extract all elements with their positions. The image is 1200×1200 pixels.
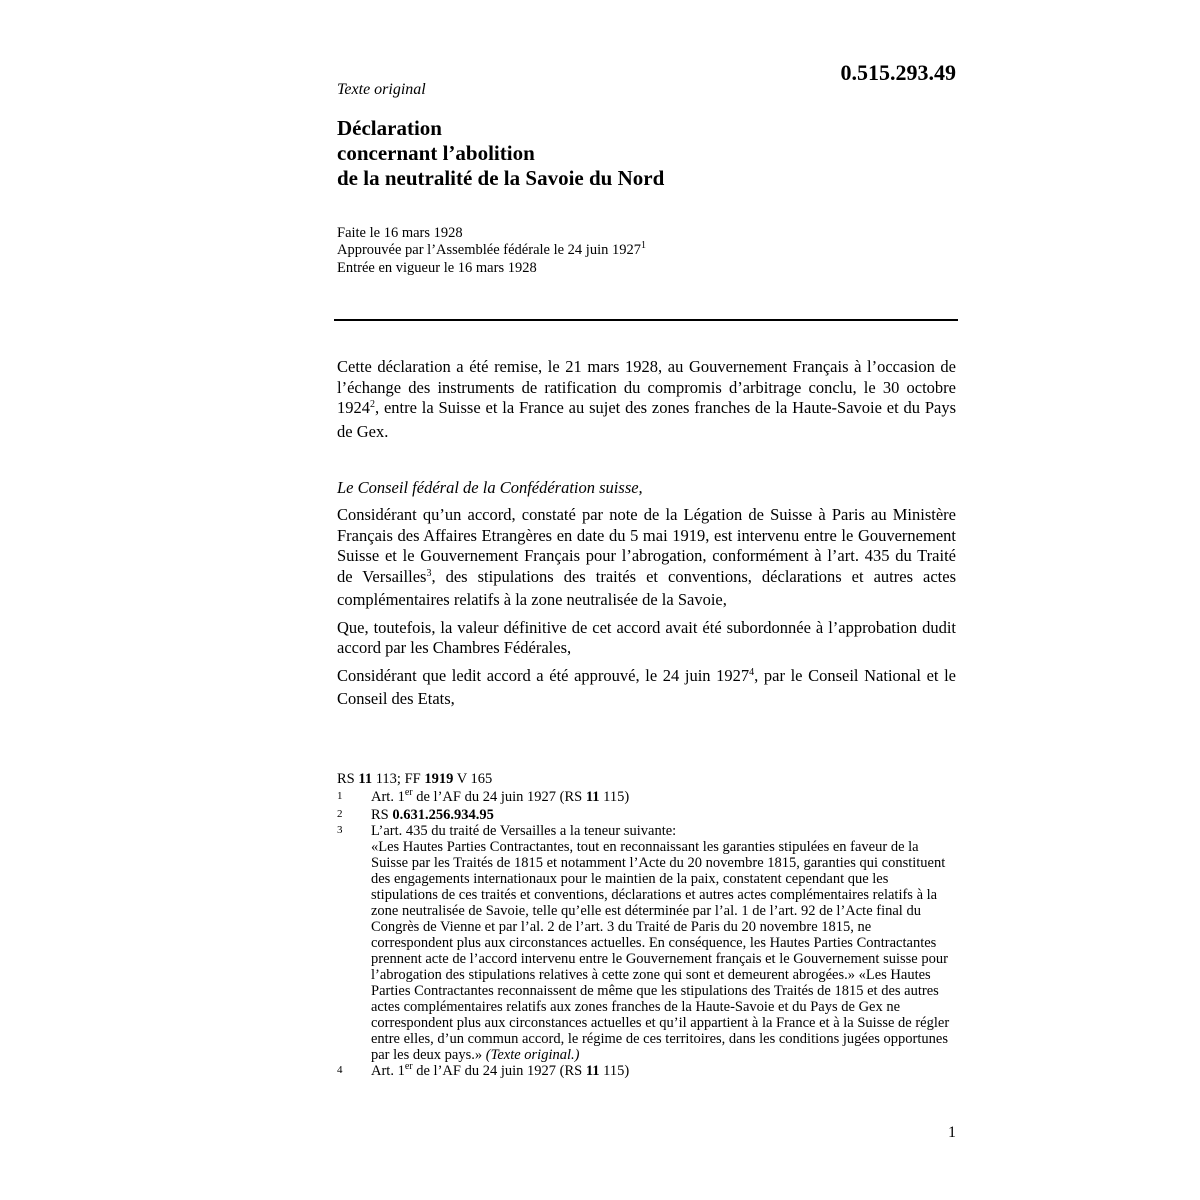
title-line-2: concernant l’abolition [337, 141, 535, 165]
entry-into-force: Entrée en vigueur le 16 mars 1928 [337, 260, 537, 276]
sr-number: 0.515.293.49 [840, 60, 956, 85]
header-divider [334, 319, 958, 321]
approval-date: Approuvée par l’Assemblée fédérale le 24 juin 1927$^1$ [337, 239, 646, 258]
footnote-1: 1 Art. 1er de l’AF du 24 juin 1927 (RS 11 115) [337, 787, 630, 805]
document-metadata [337, 225, 646, 277]
footnote-ref-1[interactable]: 1 [641, 239, 646, 251]
preamble-paragraph-3: Considérant que ledit accord a été approuvé, le 24 juin 1927$^4$, par le Conseil National et le Conseil des Etats, [337, 665, 956, 708]
footnote-3: 3 L’art. 435 du traité de Versailles a la teneur suivante: «Les Hautes Parties Contractantes, tout en reconnaissant les garanties stipulées en faveur de la Suisse par les Traités de 1815 et notamment l’Acte du 20 novembre 1815, garanties qui constituent des engagements internationaux pour le maintien de la paix, constatent cependant que les stipulations de ces traités et conventions, déclarations et autres actes complémentaires relatifs à la zone neutralisée de Savoie, telle qu’elle est déterminée par l’al. 1 de l’art. 92 de l’Acte final du Congrès de Vienne et par l’al. 2 de l’art. 3 du Traité de Paris du 20 novembre 1815, ne correspondent plus aux circonstances actuelles. En conséquence, les Hautes Parties Contractantes prennent acte de l’accord intervenu entre le Gouvernement français et le Gouvernement suisse pour l’abrogation des stipulations relatives à cette zone qui sont et demeurent abrogées.» «Les Hautes Parties Contractantes reconnaissent de même que les stipulations des Traités de 1815 et des autres actes complémentaires relatifs aux zones franches de la Haute-Savoie et du Pays de Gex ne correspondent plus aux circonstances actuelles et qu’il appartient à la France et à la Suisse de régler entre elles, d’un commun accord, le régime de ces territoires, dans les conditions jugées opportunes par les deux pays.» (Texte original.) [337, 823, 950, 1063]
footnote-2: 2 RS 0.631.256.934.95 [337, 807, 494, 823]
footnote-4: 4 Art. 1er de l’AF du 24 juin 1927 (RS 11 115) [337, 1061, 630, 1079]
preamble-body [337, 505, 956, 717]
preamble-paragraph-2: Que, toutefois, la valeur définitive de cet accord avait été subordonnée à l’approbation dudit accord par les Chambres Fédérales, [337, 617, 956, 657]
intro-paragraph: Cette déclaration a été remise, le 21 mars 1928, au Gouvernement Français à l’occasion de l’échange des instruments de ratification du compromis d’arbitrage conclu, le 30 octobre 1924$^2$, entre la Suisse et la France au sujet des zones franches de la Haute-Savoie et du Pays de Gex. [337, 357, 956, 441]
footnotes [337, 789, 956, 1081]
done-date: Faite le 16 mars 1928 [337, 225, 463, 241]
title-line-1: Déclaration [337, 116, 442, 140]
preamble-paragraph-1: Considérant qu’un accord, constaté par note de la Légation de Suisse à Paris au Ministère Français des Affaires Etrangères en date du 5 mai 1919, est intervenu entre le Gouvernement Suisse et le Gouvernement Français pour l’abrogation, conformément à l’art. 435 du Traité de Versailles$^3$, des stipulations des traités et conventions, déclarations et autres actes complémentaires relatifs à la zone neutralisée de la Savoie, [337, 505, 956, 609]
page-number: 1 [948, 1124, 956, 1141]
original-text-label: Texte original [337, 81, 426, 98]
title-line-3: de la neutralité de la Savoie du Nord [337, 166, 665, 190]
footnote-ref-4[interactable]: 4 [749, 666, 755, 678]
source-reference: RS 11 113; FF 1919 V 165 [337, 771, 493, 787]
footnote-ref-2[interactable]: 2 [370, 399, 375, 410]
footnote-ref-3[interactable]: 3 [426, 567, 432, 579]
document-title [337, 116, 664, 191]
preamble-heading: Le Conseil fédéral de la Confédération suisse, [337, 478, 643, 497]
